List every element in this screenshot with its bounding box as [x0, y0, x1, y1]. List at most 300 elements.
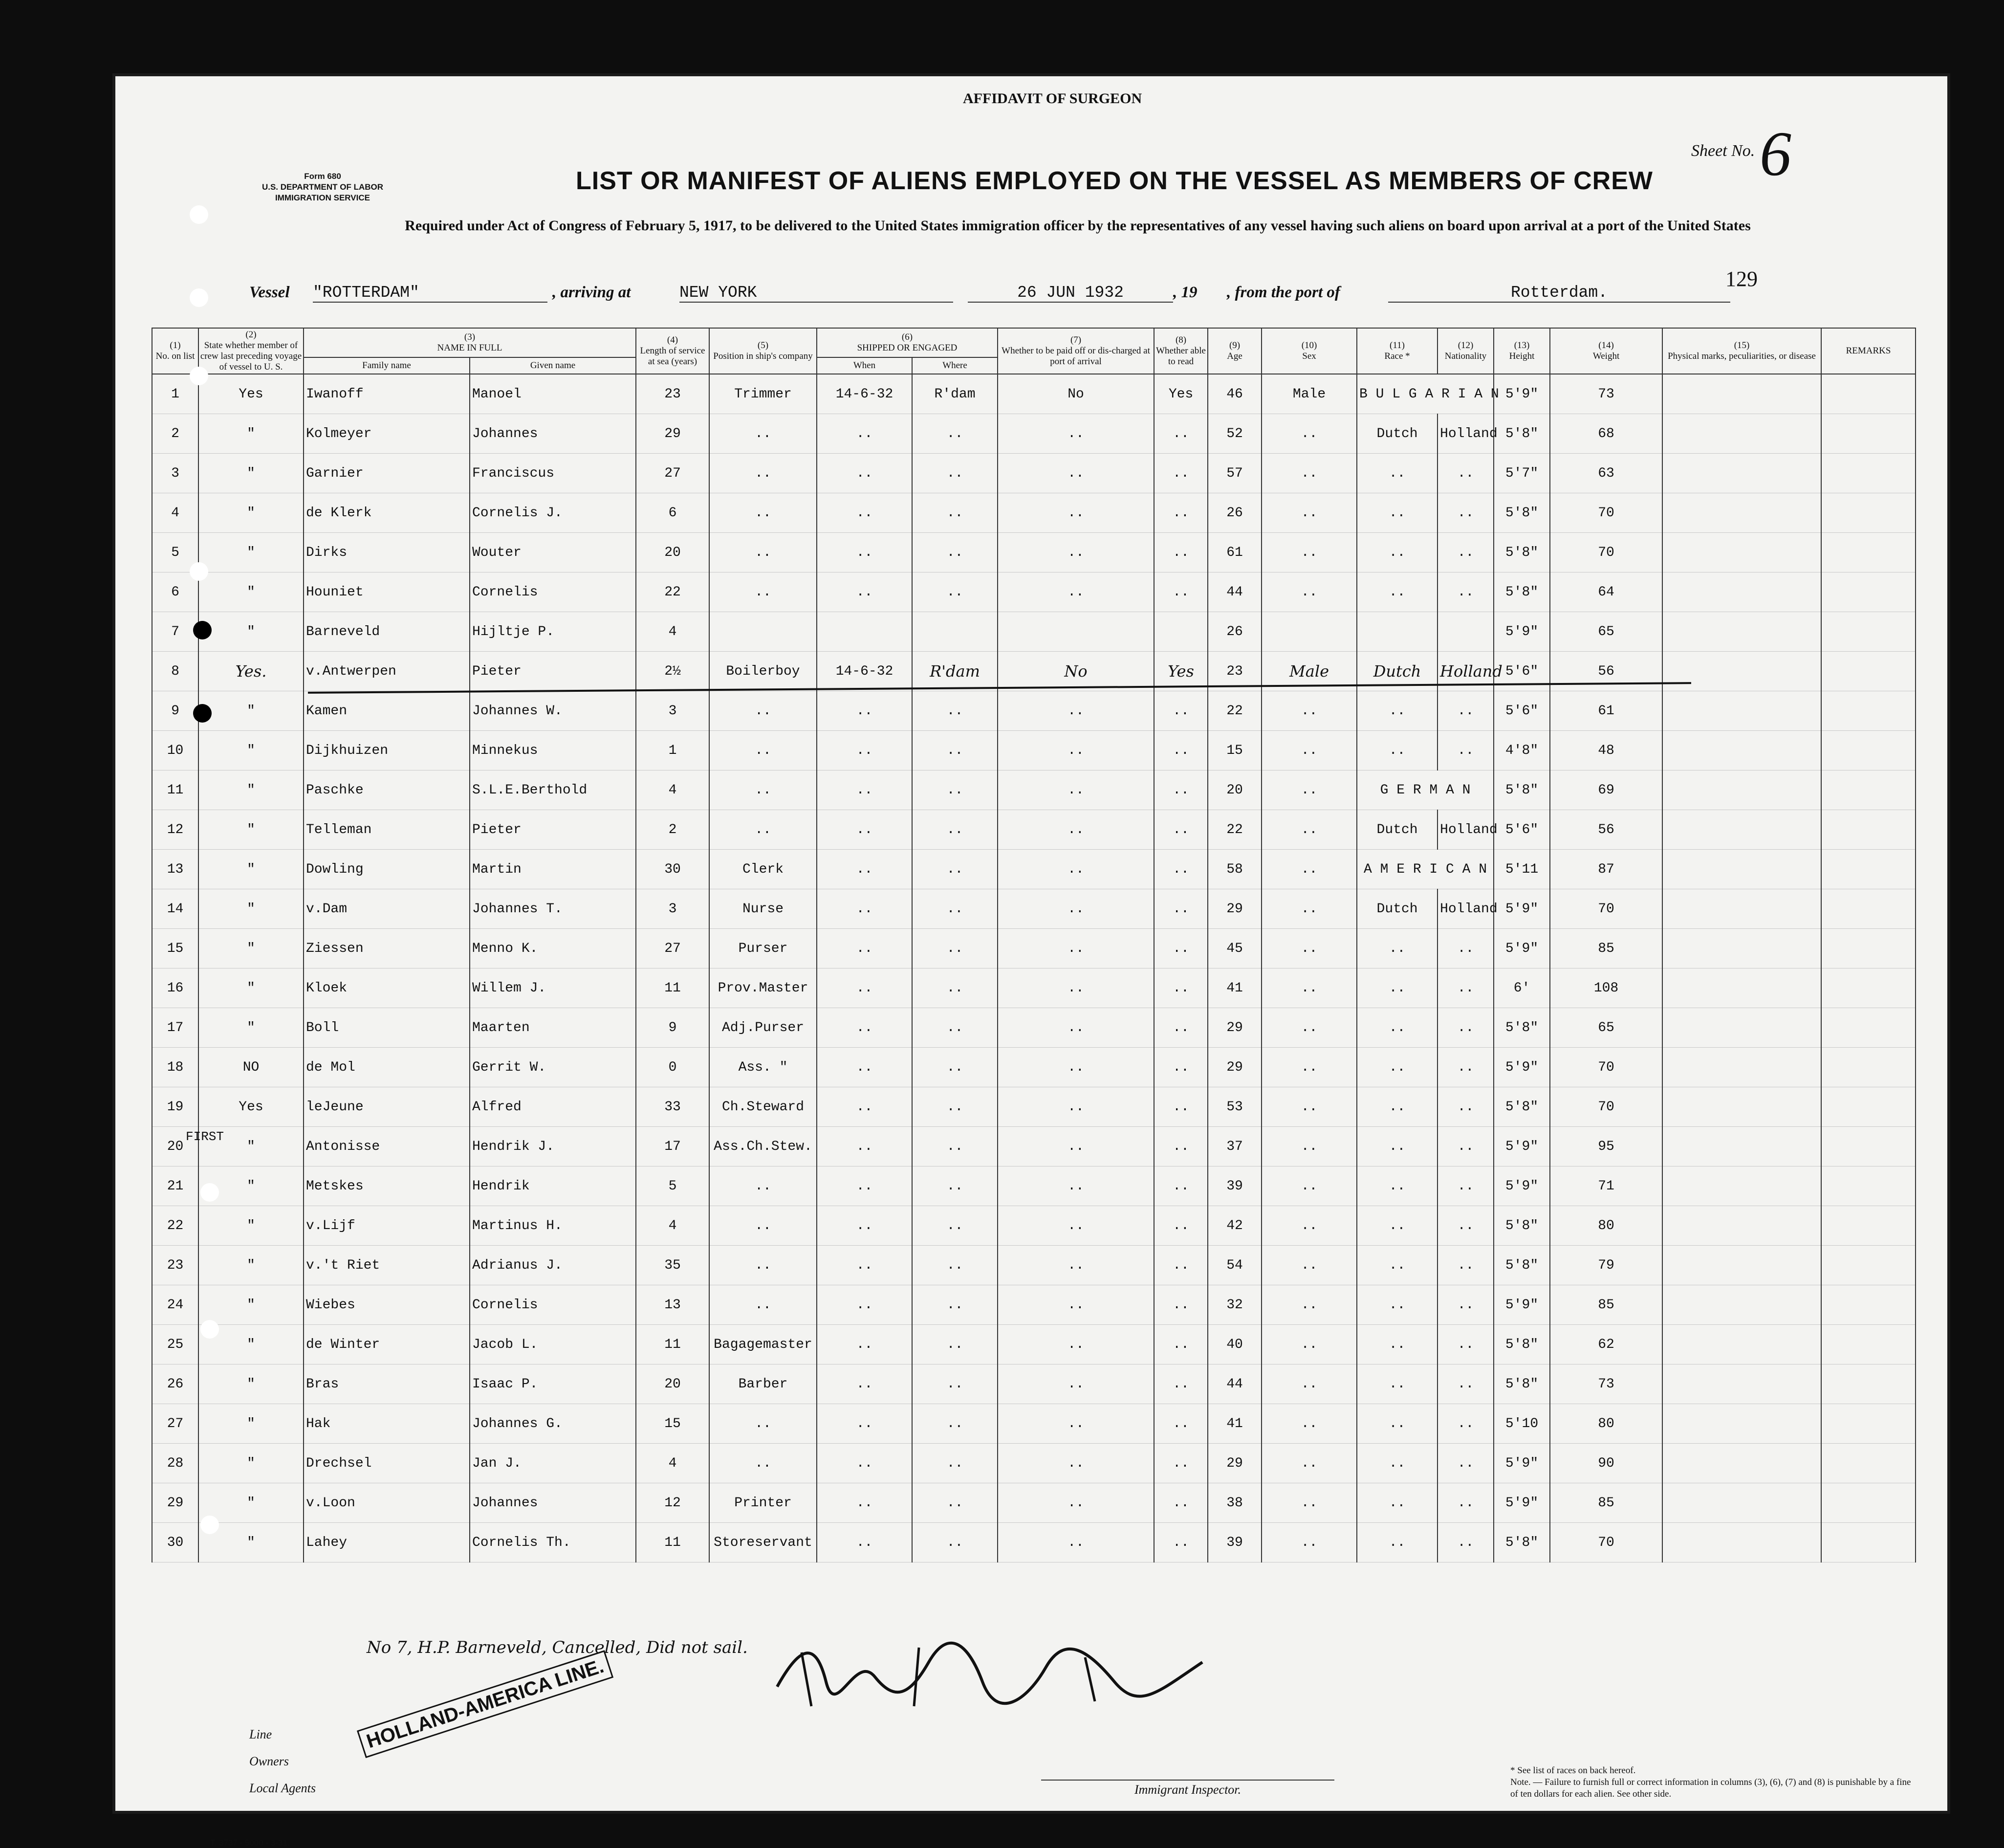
cell-age: 42 — [1208, 1206, 1262, 1246]
cell-prev: " — [198, 1127, 304, 1166]
table-row — [152, 1285, 1916, 1325]
cell-paid: .. — [998, 1206, 1154, 1246]
cell-paid: .. — [998, 929, 1154, 968]
crew-rows — [152, 374, 1916, 1562]
cell-physical — [1662, 374, 1821, 414]
cell-height: 5'8" — [1494, 770, 1550, 810]
cell-height: 5'8" — [1494, 1206, 1550, 1246]
cell-sex: Male — [1262, 374, 1357, 414]
cell-when: .. — [817, 1523, 912, 1562]
cell-no: 9 — [152, 691, 198, 731]
cell-when: .. — [817, 454, 912, 493]
cell-paid: .. — [998, 850, 1154, 889]
cell-family: Drechsel — [304, 1444, 470, 1483]
cell-given: Pieter — [470, 810, 636, 850]
table-row — [152, 691, 1916, 731]
cell-family: de Mol — [304, 1048, 470, 1087]
cell-position: Trimmer — [709, 374, 817, 414]
cell-physical — [1662, 414, 1821, 454]
cell-read: .. — [1154, 1048, 1208, 1087]
cell-age: 23 — [1208, 652, 1262, 691]
cell-paid: .. — [998, 533, 1154, 572]
cell-read: .. — [1154, 1444, 1208, 1483]
cell-nationality: .. — [1438, 572, 1494, 612]
cell-sex: .. — [1262, 1285, 1357, 1325]
cell-remarks — [1821, 691, 1916, 731]
cell-sex: .. — [1262, 1166, 1357, 1206]
cell-no: 30 — [152, 1523, 198, 1562]
cell-race: Dutch — [1357, 889, 1438, 929]
cell-physical — [1662, 1444, 1821, 1483]
cell-given: Minnekus — [470, 731, 636, 770]
cell-race: .. — [1357, 1404, 1438, 1444]
cell-position: .. — [709, 493, 817, 533]
cell-position: .. — [709, 533, 817, 572]
cell-nationality: .. — [1438, 1127, 1494, 1166]
cell-paid: .. — [998, 1127, 1154, 1166]
cell-prev: " — [198, 414, 304, 454]
cell-weight: 73 — [1550, 374, 1662, 414]
cell-when: .. — [817, 889, 912, 929]
cell-no: 26 — [152, 1364, 198, 1404]
cell-physical — [1662, 612, 1821, 652]
header-row — [152, 328, 1916, 357]
cell-race: .. — [1357, 691, 1438, 731]
cell-sex: .. — [1262, 1523, 1357, 1562]
cell-age: 22 — [1208, 810, 1262, 850]
cell-race: A M E R I C A N — [1357, 850, 1494, 889]
cell-age: 40 — [1208, 1325, 1262, 1364]
col-header-position: (5) Position in ship's company — [709, 328, 817, 374]
cell-no: 17 — [152, 1008, 198, 1048]
cell-nationality: .. — [1438, 1048, 1494, 1087]
cell-race: .. — [1357, 1048, 1438, 1087]
cell-service: 3 — [636, 889, 709, 929]
cell-sex: .. — [1262, 1404, 1357, 1444]
cell-weight: 70 — [1550, 493, 1662, 533]
cell-race: .. — [1357, 572, 1438, 612]
cell-sex: .. — [1262, 731, 1357, 770]
cell-where: .. — [912, 1523, 998, 1562]
cell-family: leJeune — [304, 1087, 470, 1127]
cell-given: Johannes G. — [470, 1404, 636, 1444]
cell-service: 30 — [636, 850, 709, 889]
cell-paid: .. — [998, 889, 1154, 929]
table-row — [152, 731, 1916, 770]
cell-where: .. — [912, 968, 998, 1008]
cell-read: .. — [1154, 1008, 1208, 1048]
cell-prev: " — [198, 1285, 304, 1325]
cell-service: 2½ — [636, 652, 709, 691]
cell-sex: .. — [1262, 1444, 1357, 1483]
cell-sex: .. — [1262, 1325, 1357, 1364]
cell-age: 20 — [1208, 770, 1262, 810]
cell-prev: " — [198, 1364, 304, 1404]
cell-position: .. — [709, 691, 817, 731]
cell-read — [1154, 612, 1208, 652]
cell-where: R'dam — [912, 374, 998, 414]
cell-sex: Male — [1262, 652, 1357, 691]
cell-service: 3 — [636, 691, 709, 731]
cell-physical — [1662, 1048, 1821, 1087]
cell-where: .. — [912, 1008, 998, 1048]
cell-prev: " — [198, 533, 304, 572]
cell-when: .. — [817, 1364, 912, 1404]
cell-read: .. — [1154, 1246, 1208, 1285]
cell-height: 5'9" — [1494, 612, 1550, 652]
cell-nationality: Holland — [1438, 889, 1494, 929]
cell-given: Hendrik J. — [470, 1127, 636, 1166]
cell-no: 8 — [152, 652, 198, 691]
binder-hole — [190, 288, 208, 307]
cell-when: .. — [817, 1048, 912, 1087]
cell-where: .. — [912, 1285, 998, 1325]
cell-service: 4 — [636, 1206, 709, 1246]
table-row — [152, 454, 1916, 493]
cell-prev: " — [198, 1008, 304, 1048]
cell-weight: 80 — [1550, 1404, 1662, 1444]
cell-no: 18 — [152, 1048, 198, 1087]
cell-service: 1 — [636, 731, 709, 770]
binder-hole — [200, 1516, 219, 1534]
cell-height: 5'9" — [1494, 374, 1550, 414]
cell-given: Isaac P. — [470, 1364, 636, 1404]
cell-where: .. — [912, 1444, 998, 1483]
cell-read: .. — [1154, 850, 1208, 889]
cell-given: Johannes W. — [470, 691, 636, 731]
cell-no: 25 — [152, 1325, 198, 1364]
cell-when: .. — [817, 414, 912, 454]
cell-paid — [998, 612, 1154, 652]
cell-prev: " — [198, 1523, 304, 1562]
cell-sex: .. — [1262, 770, 1357, 810]
cell-when — [817, 612, 912, 652]
cell-age: 29 — [1208, 889, 1262, 929]
cell-sex: .. — [1262, 454, 1357, 493]
cell-height: 5'8" — [1494, 1364, 1550, 1404]
cell-read: .. — [1154, 1325, 1208, 1364]
cell-position: Prov.Master — [709, 968, 817, 1008]
port-arriving: NEW YORK — [679, 284, 953, 303]
cell-paid: .. — [998, 1048, 1154, 1087]
table-row — [152, 1166, 1916, 1206]
cell-physical — [1662, 1285, 1821, 1325]
cell-given: Cornelis Th. — [470, 1523, 636, 1562]
cell-service: 11 — [636, 968, 709, 1008]
cell-age: 26 — [1208, 612, 1262, 652]
cell-weight: 56 — [1550, 810, 1662, 850]
cell-height: 5'8" — [1494, 1523, 1550, 1562]
cell-paid: .. — [998, 1523, 1154, 1562]
cell-physical — [1662, 454, 1821, 493]
table-row — [152, 493, 1916, 533]
col-header-physical: (15) Physical marks, peculiarities, or disease — [1662, 328, 1821, 374]
cell-no: 5 — [152, 533, 198, 572]
cell-age: 46 — [1208, 374, 1262, 414]
cell-position: Clerk — [709, 850, 817, 889]
footer-note — [1510, 1765, 1911, 1800]
col-header-weight: (14) Weight — [1550, 328, 1662, 374]
table-row — [152, 810, 1916, 850]
col-header-height: (13) Height — [1494, 328, 1550, 374]
cell-nationality: .. — [1438, 1087, 1494, 1127]
cell-where: .. — [912, 533, 998, 572]
cell-remarks — [1821, 1246, 1916, 1285]
table-row — [152, 612, 1916, 652]
cell-weight: 63 — [1550, 454, 1662, 493]
cell-prev: " — [198, 810, 304, 850]
cell-physical — [1662, 850, 1821, 889]
table-row — [152, 374, 1916, 414]
cell-where: .. — [912, 493, 998, 533]
cell-where: R'dam — [912, 652, 998, 691]
form-number: Form 680 — [304, 172, 341, 181]
cell-sex: .. — [1262, 691, 1357, 731]
cell-prev: " — [198, 929, 304, 968]
cell-where: .. — [912, 1206, 998, 1246]
cell-family: Kamen — [304, 691, 470, 731]
cell-no: 15 — [152, 929, 198, 968]
sheet-label: Sheet No. — [1691, 142, 1755, 160]
cell-service: 11 — [636, 1325, 709, 1364]
cell-remarks — [1821, 850, 1916, 889]
cell-position: .. — [709, 1444, 817, 1483]
footer-labels — [249, 1721, 316, 1802]
cell-race: .. — [1357, 731, 1438, 770]
local-agents-label: Local Agents — [249, 1781, 316, 1795]
cell-weight: 65 — [1550, 1008, 1662, 1048]
cell-weight: 80 — [1550, 1206, 1662, 1246]
cell-position: .. — [709, 770, 817, 810]
cell-read: .. — [1154, 533, 1208, 572]
cell-weight: 70 — [1550, 889, 1662, 929]
cell-when: .. — [817, 850, 912, 889]
cell-read: .. — [1154, 889, 1208, 929]
cell-nationality: .. — [1438, 533, 1494, 572]
cell-position: Boilerboy — [709, 652, 817, 691]
cell-service: 27 — [636, 454, 709, 493]
cell-race: .. — [1357, 1444, 1438, 1483]
cell-no: 14 — [152, 889, 198, 929]
cell-when: .. — [817, 1246, 912, 1285]
cell-position: .. — [709, 1246, 817, 1285]
cell-weight: 70 — [1550, 1087, 1662, 1127]
cell-weight: 95 — [1550, 1127, 1662, 1166]
cell-given: Jacob L. — [470, 1325, 636, 1364]
cell-service: 5 — [636, 1166, 709, 1206]
cell-sex: .. — [1262, 1364, 1357, 1404]
cell-remarks — [1821, 770, 1916, 810]
vessel-name: "ROTTERDAM" — [313, 284, 547, 303]
cell-race: .. — [1357, 1364, 1438, 1404]
table-row — [152, 1523, 1916, 1562]
cell-no: 20 — [152, 1127, 198, 1166]
cell-paid: .. — [998, 770, 1154, 810]
cell-physical — [1662, 1483, 1821, 1523]
col-header-service: (4) Length of service at sea (years) — [636, 328, 709, 374]
cell-when: .. — [817, 691, 912, 731]
cell-position: Storeservant — [709, 1523, 817, 1562]
cell-weight: 85 — [1550, 929, 1662, 968]
cell-where: .. — [912, 731, 998, 770]
cell-age: 45 — [1208, 929, 1262, 968]
cell-race: .. — [1357, 454, 1438, 493]
cell-race: .. — [1357, 1325, 1438, 1364]
cell-paid: .. — [998, 1166, 1154, 1206]
cell-service: 13 — [636, 1285, 709, 1325]
cell-paid: .. — [998, 493, 1154, 533]
cell-sex: .. — [1262, 929, 1357, 968]
cell-prev: NO — [198, 1048, 304, 1087]
cell-physical — [1662, 572, 1821, 612]
cell-nationality: .. — [1438, 1166, 1494, 1206]
cell-family: Kloek — [304, 968, 470, 1008]
cell-height: 5'8" — [1494, 533, 1550, 572]
cell-read: .. — [1154, 572, 1208, 612]
cell-remarks — [1821, 1325, 1916, 1364]
cell-when: .. — [817, 1325, 912, 1364]
cell-when: 14-6-32 — [817, 652, 912, 691]
cell-physical — [1662, 1166, 1821, 1206]
service-name: IMMIGRATION SERVICE — [275, 193, 370, 202]
cell-service: 4 — [636, 612, 709, 652]
table-row — [152, 1127, 1916, 1166]
cell-race: .. — [1357, 1087, 1438, 1127]
cell-remarks — [1821, 374, 1916, 414]
cell-age: 38 — [1208, 1483, 1262, 1523]
cell-nationality: .. — [1438, 454, 1494, 493]
col-header-paid-off: (7) Whether to be paid off or dis-charged at port of arrival — [998, 328, 1154, 374]
cell-no: 13 — [152, 850, 198, 889]
cell-no: 11 — [152, 770, 198, 810]
cell-physical — [1662, 731, 1821, 770]
cell-weight: 90 — [1550, 1444, 1662, 1483]
table-row — [152, 1325, 1916, 1364]
cell-where: .. — [912, 1483, 998, 1523]
cell-nationality — [1438, 612, 1494, 652]
cell-weight: 85 — [1550, 1285, 1662, 1325]
cell-paid: .. — [998, 1364, 1154, 1404]
cell-height: 5'8" — [1494, 414, 1550, 454]
cell-family: v.Lijf — [304, 1206, 470, 1246]
cell-when: .. — [817, 1166, 912, 1206]
cell-weight: 85 — [1550, 1483, 1662, 1523]
cell-nationality: .. — [1438, 1325, 1494, 1364]
cell-given: Menno K. — [470, 929, 636, 968]
cell-paid: .. — [998, 1246, 1154, 1285]
cell-prev: " — [198, 1206, 304, 1246]
cell-race: .. — [1357, 1008, 1438, 1048]
cell-position: Ass. " — [709, 1048, 817, 1087]
cell-given: Johannes — [470, 414, 636, 454]
binder-hole — [190, 562, 208, 581]
cell-prev: " — [198, 612, 304, 652]
cell-remarks — [1821, 810, 1916, 850]
cell-sex: .. — [1262, 1206, 1357, 1246]
cell-read: Yes — [1154, 652, 1208, 691]
cell-read: .. — [1154, 731, 1208, 770]
cell-where: .. — [912, 929, 998, 968]
cell-no: 24 — [152, 1285, 198, 1325]
cell-no: 27 — [152, 1404, 198, 1444]
cell-nationality: .. — [1438, 731, 1494, 770]
table-row — [152, 770, 1916, 810]
col-header-race: (11) Race * — [1357, 328, 1438, 374]
cell-paid: .. — [998, 1483, 1154, 1523]
cell-weight: 62 — [1550, 1325, 1662, 1364]
table-row — [152, 1206, 1916, 1246]
stamp-number: 129 — [1725, 267, 1758, 291]
cell-given: Alfred — [470, 1087, 636, 1127]
cell-service: 0 — [636, 1048, 709, 1087]
cell-given: Cornelis — [470, 572, 636, 612]
cell-family: Ziessen — [304, 929, 470, 968]
cell-service: 29 — [636, 414, 709, 454]
cell-read: Yes — [1154, 374, 1208, 414]
cell-when: .. — [817, 1483, 912, 1523]
cell-paid: .. — [998, 1444, 1154, 1483]
cell-weight: 70 — [1550, 1048, 1662, 1087]
cell-position: Bagagemaster — [709, 1325, 817, 1364]
cell-paid: .. — [998, 810, 1154, 850]
cell-given: Gerrit W. — [470, 1048, 636, 1087]
binder-hole — [200, 1320, 219, 1339]
cell-no: 1 — [152, 374, 198, 414]
cell-when: .. — [817, 1127, 912, 1166]
cell-where: .. — [912, 414, 998, 454]
cell-physical — [1662, 652, 1821, 691]
cell-family: de Winter — [304, 1325, 470, 1364]
col-header-nationality: (12) Nationality — [1438, 328, 1494, 374]
cell-read: .. — [1154, 454, 1208, 493]
cell-nationality: .. — [1438, 1246, 1494, 1285]
cell-given: Wouter — [470, 533, 636, 572]
cell-remarks — [1821, 1087, 1916, 1127]
cell-physical — [1662, 968, 1821, 1008]
table-row — [152, 929, 1916, 968]
cell-given: Cornelis J. — [470, 493, 636, 533]
cell-service: 4 — [636, 770, 709, 810]
cell-family: Iwanoff — [304, 374, 470, 414]
cell-no: 19 — [152, 1087, 198, 1127]
cell-nationality: .. — [1438, 1483, 1494, 1523]
cell-height: 5'11 — [1494, 850, 1550, 889]
cell-prev: " — [198, 731, 304, 770]
cell-position: .. — [709, 1206, 817, 1246]
cell-service: 11 — [636, 1523, 709, 1562]
cell-when: .. — [817, 1008, 912, 1048]
see-list-note: * See list of races on back hereof. — [1510, 1765, 1636, 1776]
cell-sex: .. — [1262, 572, 1357, 612]
cell-remarks — [1821, 454, 1916, 493]
cell-sex: .. — [1262, 493, 1357, 533]
cell-remarks — [1821, 1364, 1916, 1404]
cell-remarks — [1821, 1048, 1916, 1087]
cell-nationality: Holland — [1438, 414, 1494, 454]
cell-service: 4 — [636, 1444, 709, 1483]
cell-age: 57 — [1208, 454, 1262, 493]
sheet-number: 6 — [1760, 119, 1791, 189]
cell-height: 5'9" — [1494, 889, 1550, 929]
cell-sex: .. — [1262, 1483, 1357, 1523]
binder-hole — [200, 1183, 219, 1202]
cell-age: 39 — [1208, 1523, 1262, 1562]
cell-where: .. — [912, 1166, 998, 1206]
cell-physical — [1662, 889, 1821, 929]
cell-when: .. — [817, 1285, 912, 1325]
cell-position: .. — [709, 1404, 817, 1444]
cell-read: .. — [1154, 968, 1208, 1008]
